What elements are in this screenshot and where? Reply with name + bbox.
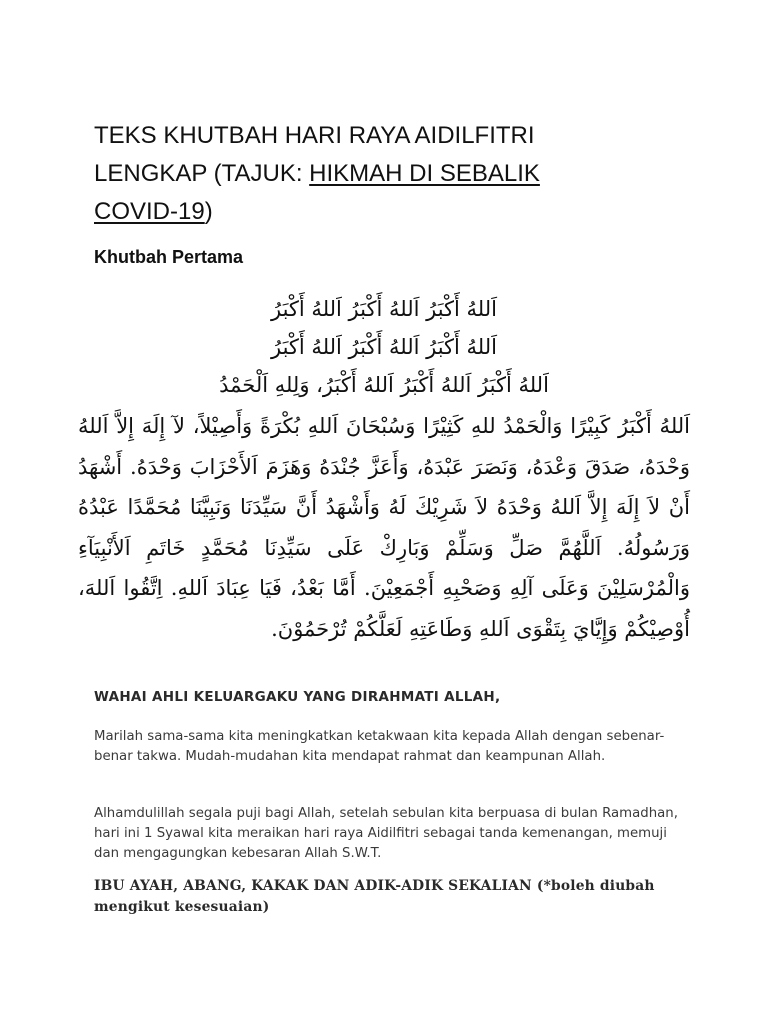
- arabic-paragraph: اَللهُ أَكْبَرُ كَبِيْرًا وَالْحَمْدُ للهِ كَثِيْرًا وَسُبْحَانَ اَللهِ بُكْرَةً وَأَصِيْلاً، لآ إِلَهَ إِلاَّ اَللهُ وَحْدَهُ، صَدَقَ وَعْدَهُ، وَنَصَرَ عَبْدَهُ، وَأَعَزَّ جُنْدَهُ وَهَزَمَ اَلأَحْزَابَ وَحْدَهُ. أَشْهَدُ أَنْ لاَ إِلَهَ إِلاَّ اَللهُ وَحْدَهُ لاَ شَرِيْكَ لَهُ وَأَشْهَدُ أَنَّ سَيِّدَنَا وَنَبِيَّنَا مُحَمَّدًا عَبْدُهُ وَرَسُولُهُ. اَللَّهُمَّ صَلِّ وَسَلِّمْ وَبَارِكْ عَلَى سَيِّدِنَا مُحَمَّدٍ خَاتَمِ اَلأَنْبِيَآءِ وَالْمُرْسَلِيْنَ وَعَلَى آلِهِ وَصَحْبِهِ أَجْمَعِيْنَ. أَمَّا بَعْدُ، فَيَا عِبَادَ اَللهِ. اِتَّقُوا اَللهَ، أُوْصِيْكُمْ وَإِيَّايَ بِتَقْوَى اَللهِ وَطَاعَتِهِ لَعَلَّكُمْ تُرْحَمُوْنَ.: [78, 414, 690, 641]
- document-title: [94, 117, 674, 231]
- takbir-line-3: اَللهُ أَكْبَرُ اَللهُ أَكْبَرُ اَللهُ أَكْبَرُ، وَلِلهِ اَلْحَمْدُ: [219, 373, 549, 397]
- title-line-3-suffix: ): [204, 198, 213, 225]
- section-heading-2: IBU AYAH, ABANG, KAKAK DAN ADIK-ADIK SEKALIAN (*boleh diubah mengikut kesesuaian): [94, 878, 655, 915]
- takbir-line-1: اَللهُ أَكْبَرُ اَللهُ أَكْبَرُ اَللهُ أَكْبَرُ: [271, 297, 497, 321]
- takbir-line-2: اَللهُ أَكْبَرُ اَللهُ أَكْبَرُ اَللهُ أَكْبَرُ: [271, 335, 497, 359]
- subheading: Khutbah Pertama: [94, 247, 244, 267]
- title-topic-part-2: COVID-19: [94, 198, 205, 225]
- arabic-text-block: [78, 290, 690, 649]
- section-heading-1: WAHAI AHLI KELUARGAKU YANG DIRAHMATI ALLAH,: [94, 689, 501, 705]
- title-line-2-prefix: LENGKAP (TAJUK:: [94, 160, 310, 187]
- paragraph-2: Alhamdulillah segala puji bagi Allah, setelah sebulan kita berpuasa di bulan Ramadhan, hari ini 1 Syawal kita meraikan hari raya Aidilfitri sebagai tanda kemenangan, memuji dan mengagungkan kebesaran Allah S.W.T.: [94, 806, 678, 861]
- title-topic-part-1: HIKMAH DI SEBALIK: [309, 160, 540, 187]
- paragraph-1: Marilah sama-sama kita meningkatkan ketakwaan kita kepada Allah dengan sebenar-benar takwa. Mudah-mudahan kita mendapat rahmat dan keampunan Allah.: [94, 729, 665, 764]
- title-line-1: TEKS KHUTBAH HARI RAYA AIDILFITRI: [94, 122, 535, 149]
